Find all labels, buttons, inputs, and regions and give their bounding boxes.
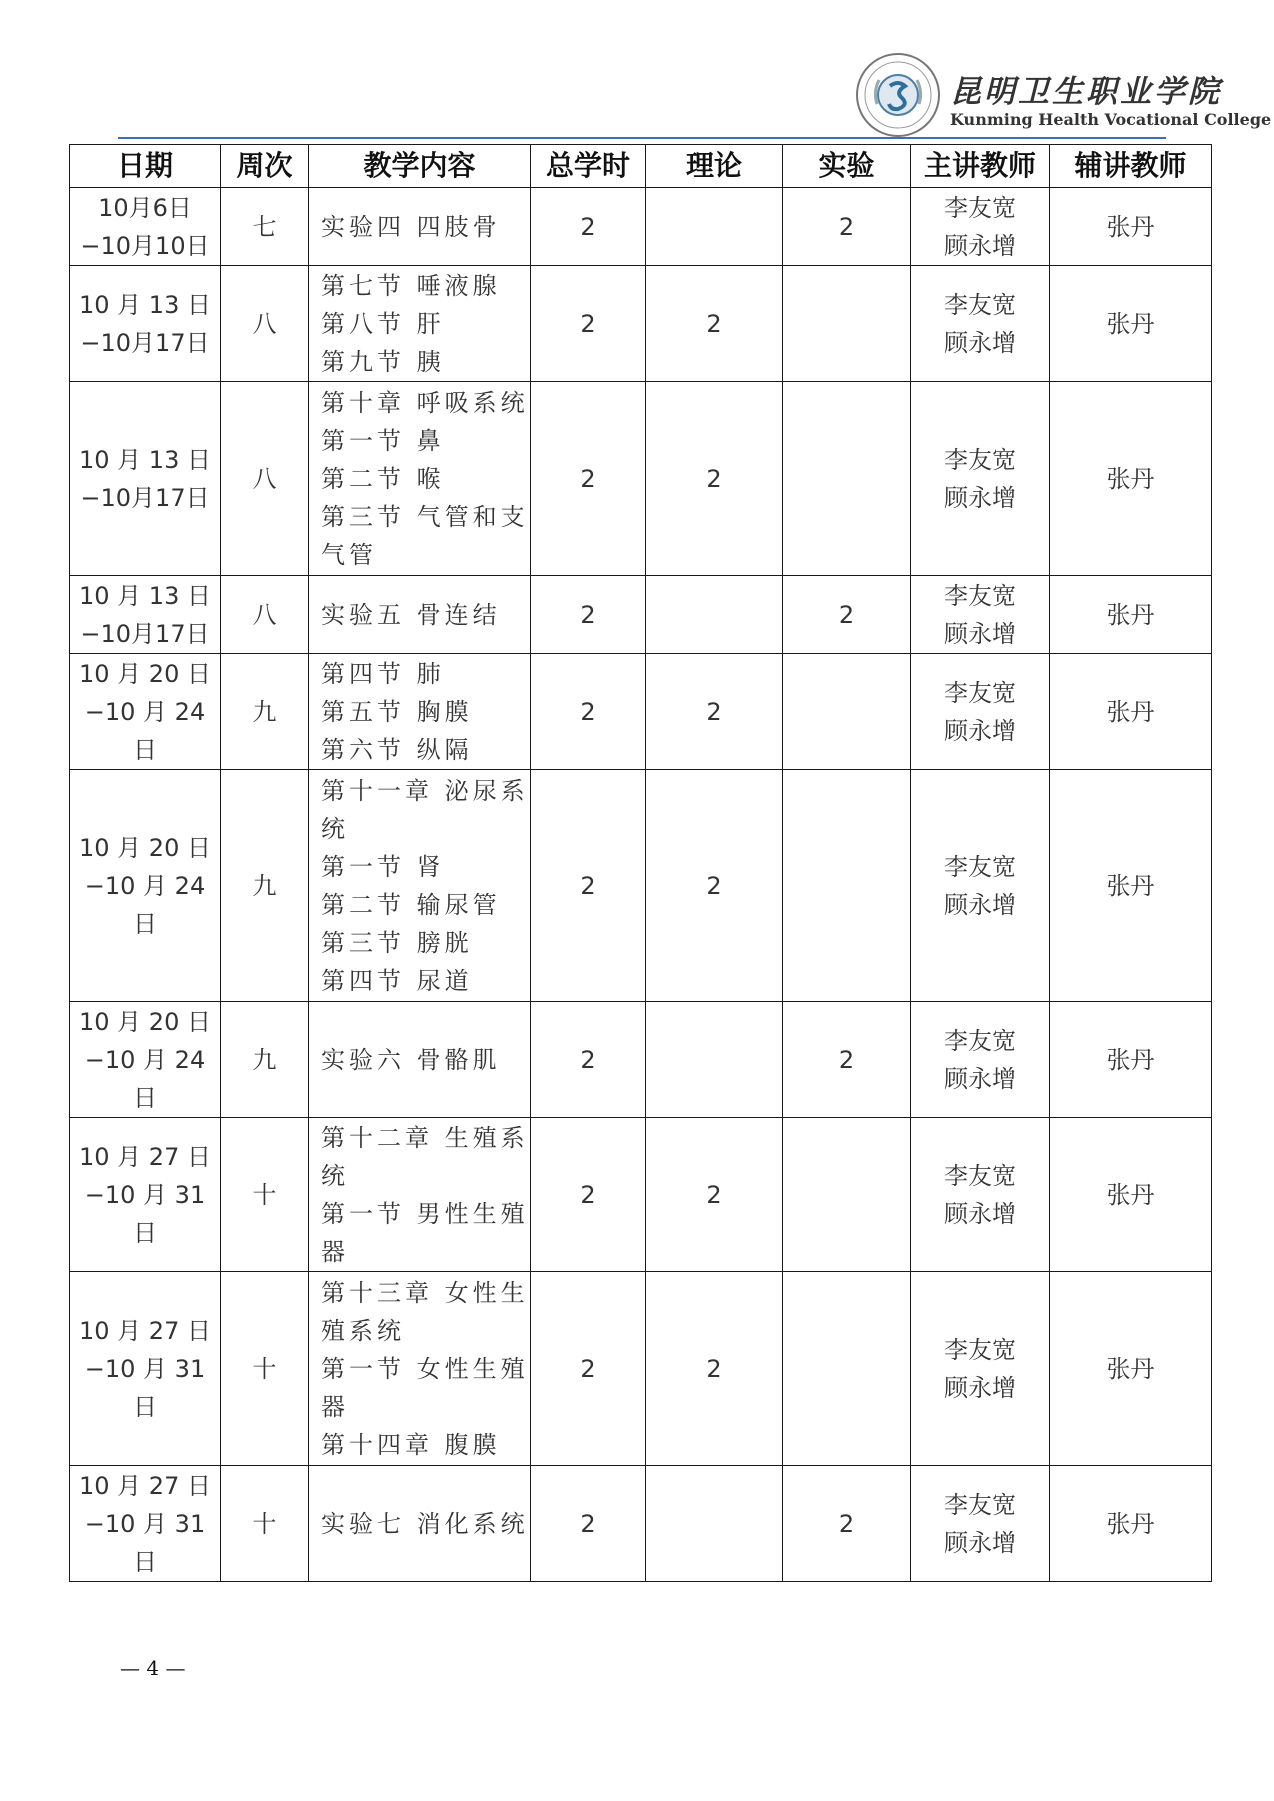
cell-theory	[646, 1466, 783, 1582]
cell-lecturer	[911, 382, 1050, 576]
cell-week: 八	[221, 382, 309, 576]
cell-total-hours: 2	[531, 1002, 646, 1118]
cell-lab	[783, 1118, 911, 1272]
cell-lecturer-line: 李友宽	[944, 1490, 1016, 1519]
cell-content-line: 第二节 输尿管	[321, 890, 501, 919]
header-total-hours: 总学时	[531, 145, 646, 188]
cell-content-line: 第八节 肝	[321, 309, 445, 338]
cell-content	[309, 266, 531, 382]
cell-assistant: 张丹	[1050, 1118, 1212, 1272]
table-row	[70, 1118, 1212, 1272]
table-row	[70, 1272, 1212, 1466]
cell-date-line: −10月17日	[80, 483, 210, 512]
cell-week: 九	[221, 654, 309, 770]
cell-week: 八	[221, 576, 309, 654]
cell-lecturer	[911, 188, 1050, 266]
cell-content	[309, 1002, 531, 1118]
cell-date	[70, 1118, 221, 1272]
cell-lecturer-line: 顾永增	[944, 890, 1016, 919]
cell-theory: 2	[646, 266, 783, 382]
cell-total-hours: 2	[531, 1272, 646, 1466]
cell-content	[309, 1466, 531, 1582]
cell-lecturer	[911, 770, 1050, 1002]
cell-lecturer-line: 顾永增	[944, 1199, 1016, 1228]
cell-date-line: 10 月 13 日	[79, 581, 211, 610]
table-row	[70, 1466, 1212, 1582]
cell-date-line: −10 月 31	[84, 1509, 206, 1538]
cell-lecturer	[911, 1272, 1050, 1466]
cell-date-line: 日	[133, 909, 157, 938]
cell-lecturer-line: 李友宽	[944, 1026, 1016, 1055]
cell-lecturer-line: 顾永增	[944, 1528, 1016, 1557]
teaching-schedule-table	[69, 144, 1212, 1582]
cell-lecturer-line: 李友宽	[944, 1161, 1016, 1190]
cell-content	[309, 382, 531, 576]
cell-date-line: −10月17日	[80, 328, 210, 357]
cell-lab	[783, 654, 911, 770]
cell-date	[70, 654, 221, 770]
cell-date	[70, 382, 221, 576]
cell-content-line: 第三节 气管和支气管	[321, 502, 529, 569]
cell-date-line: −10月17日	[80, 619, 210, 648]
cell-date-line: 10 月 27 日	[79, 1316, 211, 1345]
cell-content	[309, 654, 531, 770]
cell-lab: 2	[783, 576, 911, 654]
cell-content-line: 第四节 尿道	[321, 966, 473, 995]
cell-lecturer-line: 顾永增	[944, 619, 1016, 648]
cell-week: 十	[221, 1272, 309, 1466]
cell-lecturer-line: 顾永增	[944, 1064, 1016, 1093]
header-content: 教学内容	[309, 145, 531, 188]
cell-date-line: −10 月 31	[84, 1354, 206, 1383]
cell-date-line: 日	[133, 1083, 157, 1112]
cell-lecturer	[911, 1118, 1050, 1272]
cell-content-line: 第五节 胸膜	[321, 697, 473, 726]
cell-theory: 2	[646, 1118, 783, 1272]
cell-assistant: 张丹	[1050, 188, 1212, 266]
cell-total-hours: 2	[531, 654, 646, 770]
cell-date-line: −10 月 24	[84, 871, 206, 900]
cell-week: 十	[221, 1118, 309, 1272]
cell-content-line: 第七节 唾液腺	[321, 271, 501, 300]
cell-assistant: 张丹	[1050, 266, 1212, 382]
cell-week: 九	[221, 1002, 309, 1118]
cell-lecturer-line: 顾永增	[944, 231, 1016, 260]
header-date: 日期	[70, 145, 221, 188]
cell-content-line: 实验七 消化系统	[321, 1509, 529, 1538]
cell-date-line: 10 月 27 日	[79, 1142, 211, 1171]
table-row	[70, 188, 1212, 266]
cell-lecturer-line: 顾永增	[944, 716, 1016, 745]
cell-content	[309, 770, 531, 1002]
cell-lecturer	[911, 266, 1050, 382]
cell-lecturer-line: 李友宽	[944, 581, 1016, 610]
cell-content-line: 第一节 女性生殖器	[321, 1354, 529, 1421]
cell-date-line: 日	[133, 1547, 157, 1576]
cell-date	[70, 266, 221, 382]
cell-date-line: −10月10日	[80, 231, 210, 260]
header-lab: 实验	[783, 145, 911, 188]
cell-lab	[783, 1272, 911, 1466]
cell-content-line: 第十三章 女性生殖系统	[321, 1278, 529, 1345]
cell-date-line: 10 月 27 日	[79, 1471, 211, 1500]
cell-content-line: 第十二章 生殖系统	[321, 1123, 529, 1190]
cell-total-hours: 2	[531, 1466, 646, 1582]
cell-lecturer-line: 李友宽	[944, 678, 1016, 707]
table-row	[70, 576, 1212, 654]
cell-content-line: 第一节 肾	[321, 852, 445, 881]
table-row	[70, 382, 1212, 576]
cell-total-hours: 2	[531, 770, 646, 1002]
cell-content-line: 第十章 呼吸系统	[321, 388, 529, 417]
cell-lecturer-line: 李友宽	[944, 290, 1016, 319]
college-logo	[855, 52, 941, 138]
cell-date-line: 10 月 13 日	[79, 445, 211, 474]
cell-theory: 2	[646, 382, 783, 576]
table-row	[70, 1002, 1212, 1118]
cell-content-line: 实验五 骨连结	[321, 600, 501, 629]
cell-assistant: 张丹	[1050, 770, 1212, 1002]
college-name-english: Kunming Health Vocational College	[950, 110, 1272, 129]
cell-content-line: 第二节 喉	[321, 464, 445, 493]
cell-date-line: 日	[133, 735, 157, 764]
cell-lecturer	[911, 1002, 1050, 1118]
cell-theory: 2	[646, 770, 783, 1002]
cell-lecturer-line: 李友宽	[944, 852, 1016, 881]
cell-lab	[783, 770, 911, 1002]
page-number: — 4 —	[120, 1656, 186, 1680]
header-assistant: 辅讲教师	[1050, 145, 1212, 188]
cell-content	[309, 1272, 531, 1466]
cell-date	[70, 188, 221, 266]
cell-total-hours: 2	[531, 576, 646, 654]
cell-date-line: 10 月 13 日	[79, 290, 211, 319]
cell-date-line: 10月6日	[98, 193, 192, 222]
cell-date-line: 10 月 20 日	[79, 833, 211, 862]
cell-date	[70, 1272, 221, 1466]
table-row	[70, 770, 1212, 1002]
cell-lecturer-line: 李友宽	[944, 1335, 1016, 1364]
cell-date-line: 日	[133, 1218, 157, 1247]
header-theory: 理论	[646, 145, 783, 188]
cell-theory	[646, 188, 783, 266]
college-name: 昆明卫生职业学院	[950, 74, 1222, 110]
cell-week: 九	[221, 770, 309, 1002]
cell-total-hours: 2	[531, 382, 646, 576]
cell-content-line: 实验六 骨骼肌	[321, 1045, 501, 1074]
cell-content	[309, 576, 531, 654]
cell-date-line: −10 月 24	[84, 1045, 206, 1074]
cell-theory	[646, 1002, 783, 1118]
cell-week: 八	[221, 266, 309, 382]
header-week: 周次	[221, 145, 309, 188]
cell-lecturer-line: 李友宽	[944, 445, 1016, 474]
cell-date	[70, 576, 221, 654]
header-divider	[118, 137, 1166, 139]
cell-content-line: 实验四 四肢骨	[321, 212, 501, 241]
cell-date-line: 日	[133, 1392, 157, 1421]
cell-week: 十	[221, 1466, 309, 1582]
cell-date	[70, 1466, 221, 1582]
cell-content-line: 第三节 膀胱	[321, 928, 473, 957]
cell-content	[309, 188, 531, 266]
cell-assistant: 张丹	[1050, 1466, 1212, 1582]
cell-total-hours: 2	[531, 188, 646, 266]
cell-theory	[646, 576, 783, 654]
cell-content-line: 第六节 纵隔	[321, 735, 473, 764]
cell-lecturer	[911, 1466, 1050, 1582]
cell-week: 七	[221, 188, 309, 266]
cell-content-line: 第四节 肺	[321, 659, 445, 688]
cell-lecturer-line: 顾永增	[944, 328, 1016, 357]
cell-date	[70, 770, 221, 1002]
cell-lecturer-line: 顾永增	[944, 483, 1016, 512]
cell-content-line: 第一节 男性生殖器	[321, 1199, 529, 1266]
cell-date-line: −10 月 31	[84, 1180, 206, 1209]
cell-date-line: −10 月 24	[84, 697, 206, 726]
cell-lecturer	[911, 654, 1050, 770]
cell-assistant: 张丹	[1050, 1272, 1212, 1466]
cell-date-line: 10 月 20 日	[79, 659, 211, 688]
cell-date	[70, 1002, 221, 1118]
cell-lab: 2	[783, 1002, 911, 1118]
cell-date-line: 10 月 20 日	[79, 1007, 211, 1036]
table-row	[70, 266, 1212, 382]
cell-content-line: 第十一章 泌尿系统	[321, 776, 529, 843]
cell-assistant: 张丹	[1050, 576, 1212, 654]
table-header-row	[70, 145, 1212, 188]
cell-assistant: 张丹	[1050, 654, 1212, 770]
header-lecturer: 主讲教师	[911, 145, 1050, 188]
cell-content-line: 第一节 鼻	[321, 426, 445, 455]
cell-lab	[783, 266, 911, 382]
cell-theory: 2	[646, 654, 783, 770]
cell-theory: 2	[646, 1272, 783, 1466]
cell-lab: 2	[783, 1466, 911, 1582]
cell-total-hours: 2	[531, 1118, 646, 1272]
cell-content-line: 第九节 胰	[321, 347, 445, 376]
cell-assistant: 张丹	[1050, 1002, 1212, 1118]
cell-content	[309, 1118, 531, 1272]
cell-lecturer-line: 顾永增	[944, 1373, 1016, 1402]
cell-lecturer-line: 李友宽	[944, 193, 1016, 222]
cell-lab: 2	[783, 188, 911, 266]
table-row	[70, 654, 1212, 770]
cell-total-hours: 2	[531, 266, 646, 382]
cell-content-line: 第十四章 腹膜	[321, 1430, 501, 1459]
cell-lab	[783, 382, 911, 576]
cell-assistant: 张丹	[1050, 382, 1212, 576]
cell-lecturer	[911, 576, 1050, 654]
